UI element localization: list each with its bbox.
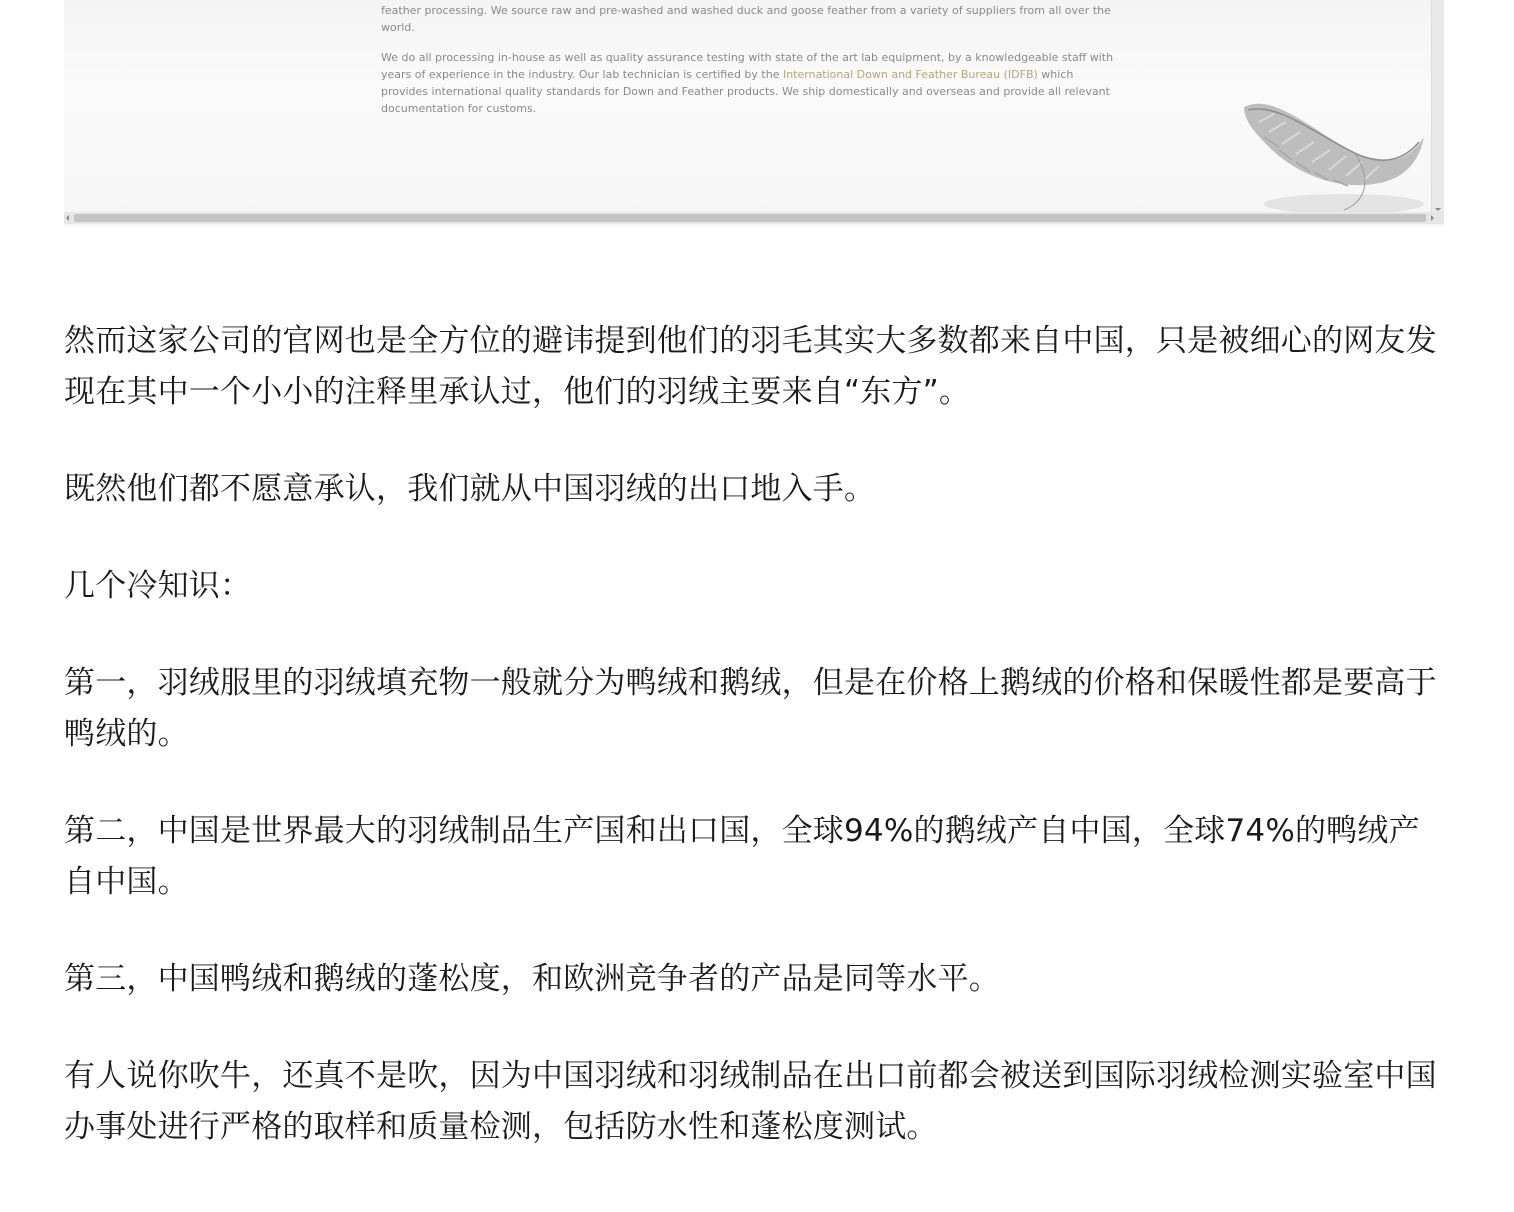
scroll-left-arrow-icon[interactable] (66, 215, 69, 221)
article-paragraph: 有人说你吹牛，还真不是吹，因为中国羽绒和羽绒制品在出口前都会被送到国际羽绒检测实验室中国办事处进行严格的取样和质量检测，包括防水性和蓬松度测试。 (64, 1058, 1437, 1145)
article-paragraph: 几个冷知识： (64, 568, 252, 604)
screenshot-paragraph-2-text-b: which provides international quality standards for Down and Feather products. We ship domestically and overseas and provide all relevant documentation for customs. (381, 68, 1110, 115)
horizontal-scrollbar-thumb[interactable] (74, 214, 1426, 222)
vertical-scrollbar[interactable] (1431, 0, 1444, 214)
screenshot-paragraph-1: feather processing. We source raw and pre-washed and washed duck and goose feather from a variety of suppliers from all over the world. (381, 4, 1111, 34)
article-paragraph: 第二，中国是世界最大的羽绒制品生产国和出口国，全球94%的鹅绒产自中国，全球74%的鸭绒产自中国。 (64, 813, 1420, 900)
article-paragraph: 第一，羽绒服里的羽绒填充物一般就分为鸭绒和鹅绒，但是在价格上鹅绒的价格和保暖性都是要高于鸭绒的。 (64, 665, 1437, 752)
article-body (64, 316, 1444, 1199)
screenshot-text-block (381, 2, 1121, 130)
article-paragraph: 然而这家公司的官网也是全方位的避讳提到他们的羽毛其实大多数都来自中国，只是被细心的网友发现在其中一个小小的注释里承认过，他们的羽绒主要来自“东方”。 (64, 323, 1437, 410)
embedded-website-screenshot (64, 0, 1444, 226)
screenshot-paragraph-2 (381, 49, 1121, 117)
scroll-right-arrow-icon[interactable] (1431, 215, 1434, 221)
article-paragraph: 既然他们都不愿意承认，我们就从中国羽绒的出口地入手。 (64, 471, 876, 507)
article-paragraph: 第三，中国鸭绒和鹅绒的蓬松度，和欧洲竞争者的产品是同等水平。 (64, 961, 1000, 997)
horizontal-scrollbar[interactable] (64, 212, 1444, 224)
idfb-link[interactable]: International Down and Feather Bureau (IDFB) (782, 68, 1038, 81)
screenshot-paragraph-2-text-a: We do all processing in-house as well as quality assurance testing with state of the art lab equipment, by a knowledgeable staff with years of experience in the industry. Our lab technician is certified by the (381, 51, 1114, 81)
scroll-down-arrow-icon[interactable] (1435, 208, 1441, 211)
feather-image (1234, 92, 1434, 217)
